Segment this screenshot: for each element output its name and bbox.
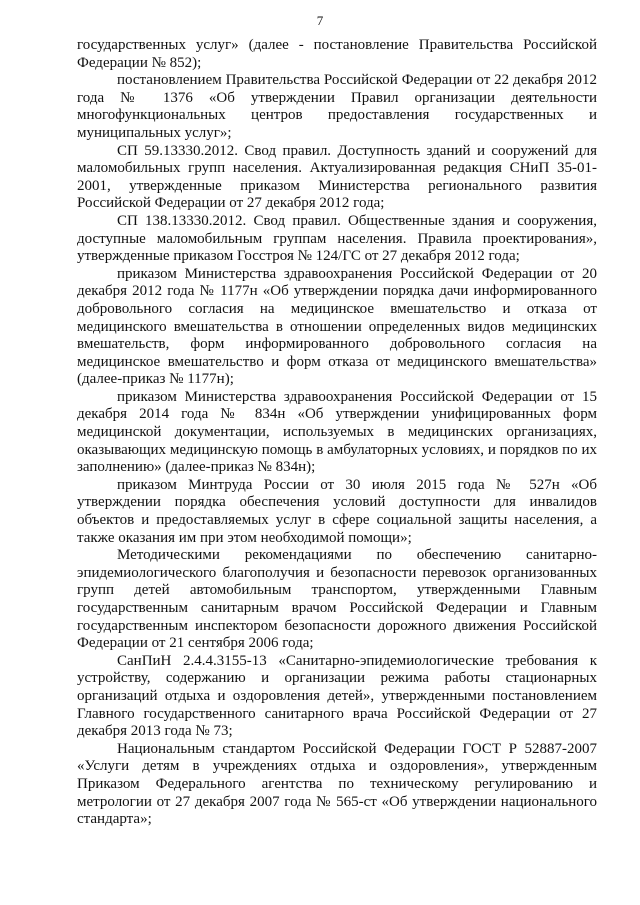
paragraph-order-1177n: приказом Министерства здравоохранения Российской Федерации от 20 декабря 2012 года № 1177н «Об утверждении порядка дачи информированного добровольного согласия на медицинское вмешательство и отказа от медицинского вмешательства в отношении определенных видов медицинских вмешательств, форм информированного добровольного согласия на медицинское вмешательство и форм отказа от медицинского вмешательства» (далее-приказ № 1177н); [77,265,597,388]
paragraph-order-527n: приказом Минтруда России от 30 июля 2015 года № 527н «Об утверждении порядка обеспечения условий доступности для инвалидов объектов и предоставляемых услуг в сфере социальной защиты населения, а также оказания им при этом необходимой помощи»; [77,476,597,546]
paragraph-methodical-recommendations: Методическими рекомендациями по обеспечению санитарно-эпидемиологического благополучия и безопасности перевозок организованных групп детей автомобильным транспортом, утвержденными Главным государственным санитарным врачом Российской Федерации и Главным государственным инспектором безопасности дорожного движения Российской Федерации от 21 сентября 2006 года; [77,547,597,652]
paragraph-continuation: государственных услуг» (далее - постановление Правительства Российской Федерации № 852); [77,37,597,71]
page-number: 7 [316,13,324,28]
paragraph-sanpin: СанПиН 2.4.4.3155-13 «Санитарно-эпидемиологические требования к устройству, содержанию и организации режима работы стационарных организаций отдыха и оздоровления детей», утвержденными постановлением Главного государственного санитарного врача Российской Федерации от 27 декабря 2013 года № 73; [77,652,597,740]
paragraph-sp-138: СП 138.13330.2012. Свод правил. Общественные здания и сооружения, доступные маломобильным группам населения. Правила проектирования», утвержденные приказом Госстроя № 124/ГС от 27 декабря 2012 года; [77,212,597,265]
document-body [77,37,597,829]
paragraph-gost: Национальным стандартом Российской Федерации ГОСТ Р 52887-2007 «Услуги детям в учреждениях отдыха и оздоровления», утвержденным Приказом Федерального агентства по техническому регулированию и метрологии от 27 декабря 2007 года № 565-ст «Об утверждении национального стандарта»; [77,740,597,828]
paragraph-mfc-resolution: постановлением Правительства Российской Федерации от 22 декабря 2012 года № 1376 «Об утверждении Правил организации деятельности многофункциональных центров предоставления государственных и муниципальных услуг»; [77,72,597,141]
paragraph-sp-59: СП 59.13330.2012. Свод правил. Доступность зданий и сооружений для маломобильных групп населения. Актуализированная редакция СНиП 35-01-2001, утвержденные приказом Министерства регионального развития Российской Федерации от 27 декабря 2012 года; [77,142,597,212]
paragraph-order-834n: приказом Министерства здравоохранения Российской Федерации от 15 декабря 2014 года № 834н «Об утверждении унифицированных форм медицинской документации, используемых в медицинских организациях, оказывающих медицинскую помощь в амбулаторных условиях, и порядков по их заполнению» (далее-приказ № 834н); [77,388,597,476]
